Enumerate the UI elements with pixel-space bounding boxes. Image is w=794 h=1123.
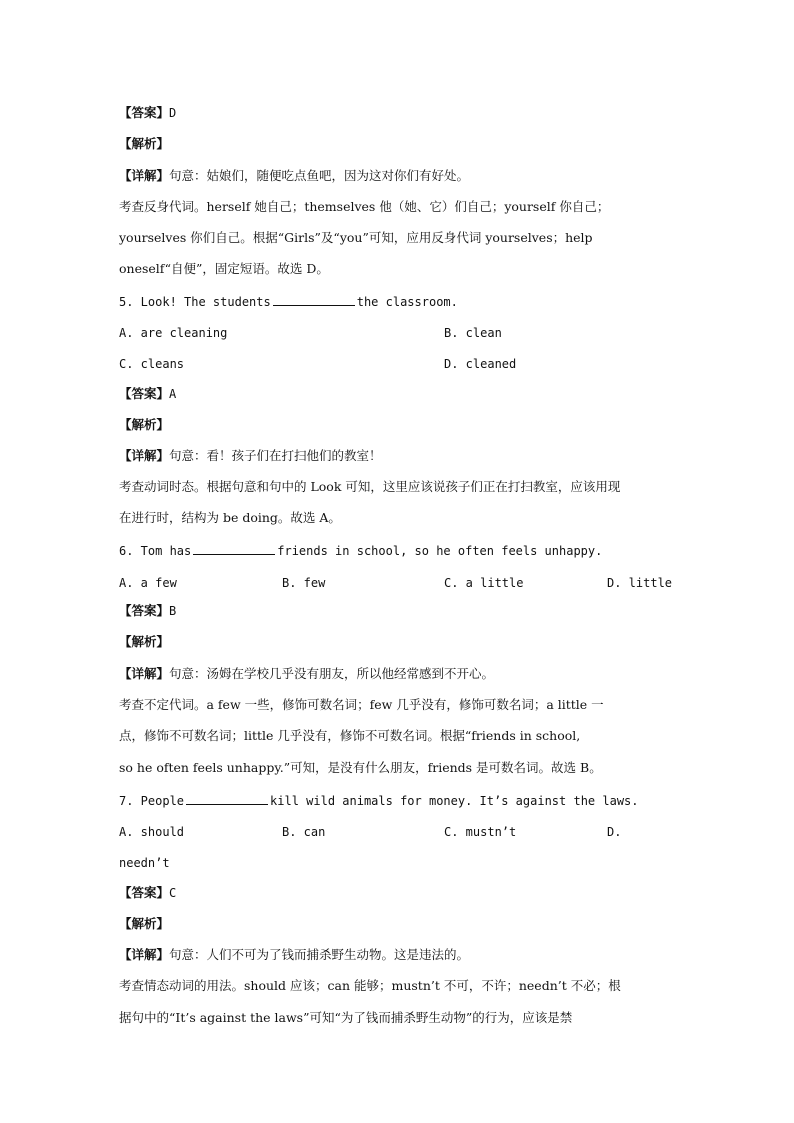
answer-blank bbox=[186, 793, 268, 805]
explanation-line: 点，修饰不可数名词；little 几乎没有，修饰不可数名词。根据“friends in school, bbox=[119, 728, 581, 743]
analysis-label: 【解析】 bbox=[119, 916, 170, 931]
answer-line bbox=[119, 105, 176, 121]
detail-text: 句意：汤姆在学校几乎没有朋友，所以他经常感到不开心。 bbox=[169, 666, 495, 681]
analysis-heading bbox=[119, 417, 169, 433]
detail-text: 句意：姑娘们，随便吃点鱼吧，因为这对你们有好处。 bbox=[169, 168, 470, 183]
answer-value: B bbox=[169, 604, 177, 618]
answer-label: 【答案】 bbox=[119, 603, 170, 618]
detail-label: 【详解】 bbox=[119, 666, 170, 681]
question-text-after: the classroom. bbox=[356, 295, 458, 309]
answer-value: C bbox=[169, 886, 177, 900]
question-text-before: 6. Tom has bbox=[119, 544, 192, 558]
answer-value: D bbox=[169, 106, 177, 120]
analysis-heading bbox=[119, 136, 169, 152]
answer-label: 【答案】 bbox=[119, 885, 170, 900]
question-stem bbox=[119, 793, 639, 809]
option-d: D. bbox=[607, 825, 622, 839]
explanation-line: so he often feels unhappy.”可知，是没有什么朋友，friends 是可数名词。故选 B。 bbox=[119, 760, 602, 775]
explanation-line: 据句中的“It’s against the laws”可知“为了钱而捕杀野生动物”的行为，应该是禁 bbox=[119, 1010, 573, 1025]
detail-line bbox=[119, 448, 382, 464]
option-b: D. cleaned bbox=[444, 357, 517, 371]
explanation-line: needn’t bbox=[119, 856, 170, 870]
question-text-after: kill wild animals for money. It’s against the laws. bbox=[270, 794, 639, 808]
explanation-line: 考查反身代词。herself 她自己；themselves 他（她、它）们自己；yourself 你自己； bbox=[119, 199, 610, 214]
analysis-label: 【解析】 bbox=[119, 634, 170, 649]
answer-label: 【答案】 bbox=[119, 386, 170, 401]
explanation-line: oneself“自便”，固定短语。故选 D。 bbox=[119, 261, 329, 276]
analysis-label: 【解析】 bbox=[119, 136, 170, 151]
question-text-after: friends in school, so he often feels unhappy. bbox=[277, 544, 603, 558]
detail-label: 【详解】 bbox=[119, 947, 170, 962]
question-stem bbox=[119, 294, 458, 310]
explanation-line: 考查情态动词的用法。should 应该；can 能够；mustn’t 不可，不许；needn’t 不必；根 bbox=[119, 978, 621, 993]
explanation-line: 在进行时，结构为 be doing。故选 A。 bbox=[119, 510, 341, 525]
detail-label: 【详解】 bbox=[119, 448, 170, 463]
answer-value: A bbox=[169, 387, 177, 401]
option-c: C. mustn’t bbox=[444, 825, 517, 839]
option-b: B. can bbox=[282, 825, 326, 839]
detail-label: 【详解】 bbox=[119, 168, 170, 183]
option-a: A. a few bbox=[119, 576, 177, 590]
answer-line bbox=[119, 885, 176, 901]
analysis-heading bbox=[119, 916, 169, 932]
option-a: A. are cleaning bbox=[119, 326, 228, 340]
answer-blank bbox=[273, 294, 355, 306]
detail-line bbox=[119, 168, 469, 184]
question-text-before: 5. Look! The students bbox=[119, 295, 271, 309]
question-text-before: 7. People bbox=[119, 794, 185, 808]
option-b: B. clean bbox=[444, 326, 502, 340]
detail-text: 句意：人们不可为了钱而捕杀野生动物。这是违法的。 bbox=[169, 947, 470, 962]
analysis-label: 【解析】 bbox=[119, 417, 170, 432]
detail-line bbox=[119, 666, 494, 682]
option-b: B. few bbox=[282, 576, 326, 590]
answer-line bbox=[119, 386, 176, 402]
option-a: A. should bbox=[119, 825, 185, 839]
detail-text: 句意：看！孩子们在打扫他们的教室！ bbox=[169, 448, 382, 463]
answer-label: 【答案】 bbox=[119, 105, 170, 120]
explanation-line: 考查不定代词。a few 一些，修饰可数名词；few 几乎没有，修饰可数名词；a little 一 bbox=[119, 697, 604, 712]
option-d: D. little bbox=[607, 576, 673, 590]
detail-line bbox=[119, 947, 469, 963]
explanation-line: 考查动词时态。根据句意和句中的 Look 可知，这里应该说孩子们正在打扫教室，应该用现 bbox=[119, 479, 621, 494]
answer-blank bbox=[193, 543, 275, 555]
explanation-line: yourselves 你们自己。根据“Girls”及“you”可知，应用反身代词 yourselves；help bbox=[119, 230, 593, 245]
answer-line bbox=[119, 603, 176, 619]
option-c: C. a little bbox=[444, 576, 524, 590]
question-stem bbox=[119, 543, 602, 559]
option-a: C. cleans bbox=[119, 357, 185, 371]
analysis-heading bbox=[119, 634, 169, 650]
